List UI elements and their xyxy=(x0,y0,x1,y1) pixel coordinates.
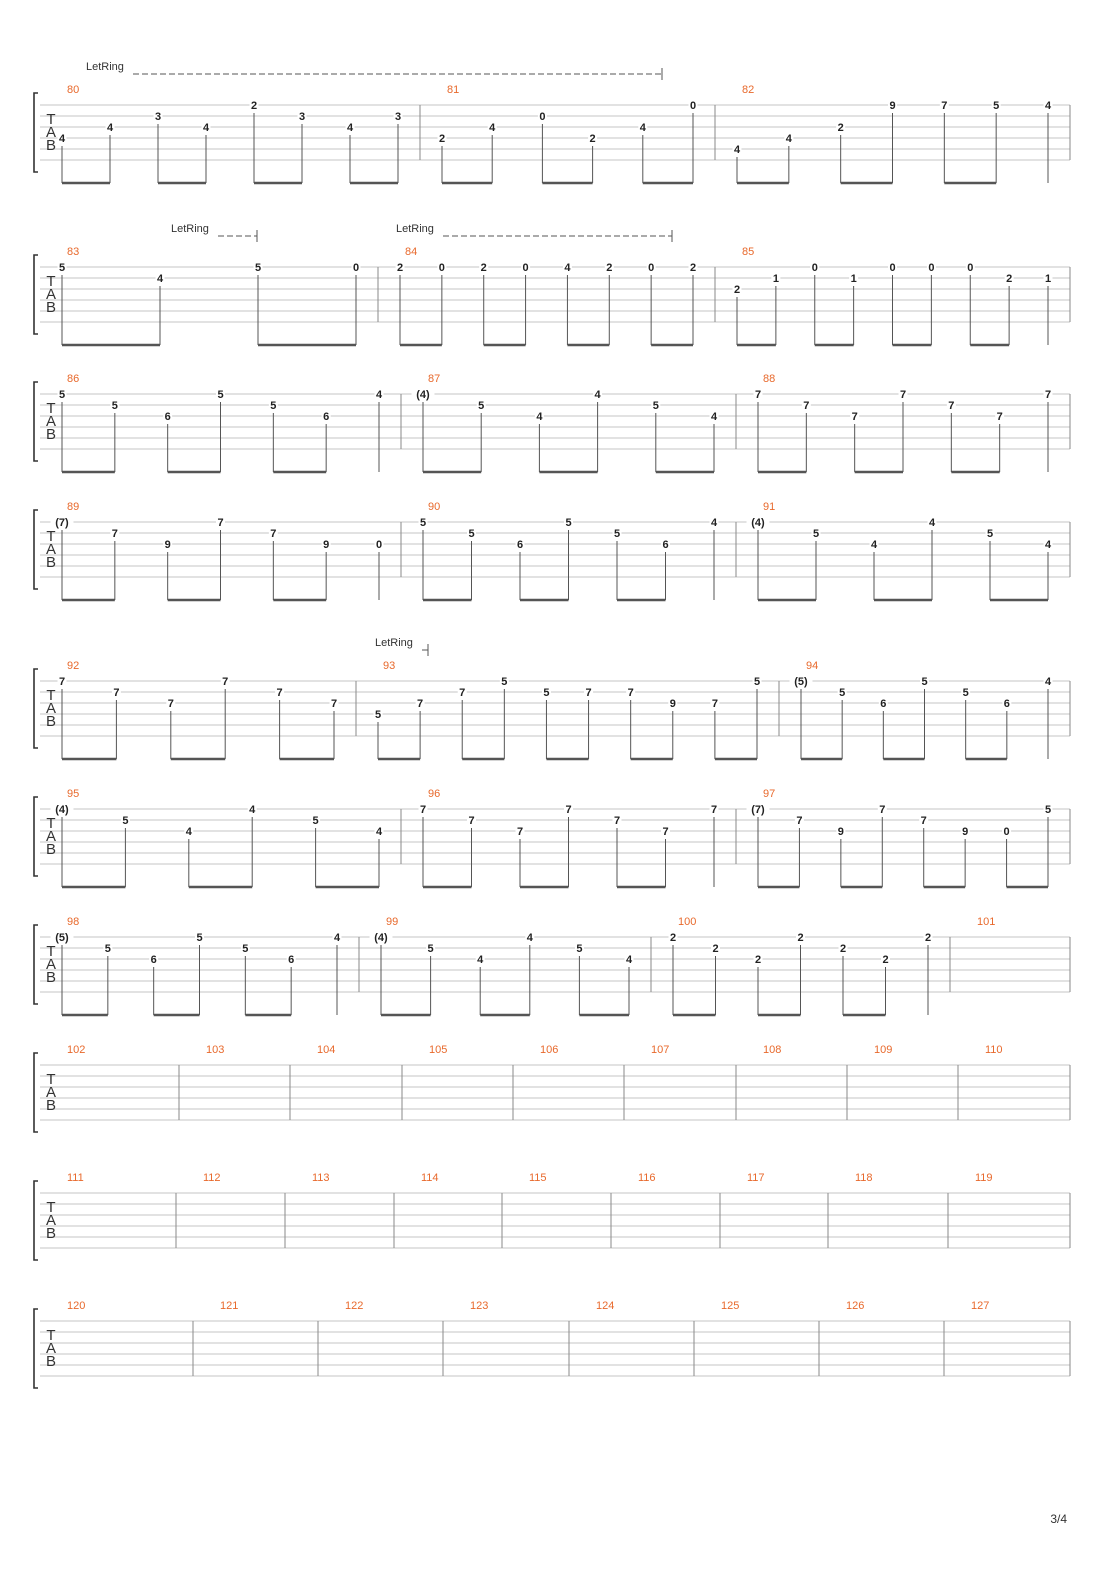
measure-number: 106 xyxy=(540,1044,559,1056)
page-number: 3/4 xyxy=(1050,1512,1067,1526)
fret-number: 9 xyxy=(962,826,969,838)
fret-number: 5 xyxy=(839,687,846,699)
fret-number: (5) xyxy=(55,932,69,944)
fret-number: 4 xyxy=(249,804,256,816)
fret-number: 5 xyxy=(652,400,659,412)
fret-number: 0 xyxy=(352,262,360,274)
measure-number: 92 xyxy=(67,660,80,672)
fret-number: 2 xyxy=(839,943,847,955)
measure-number: 84 xyxy=(405,246,418,258)
system-bracket xyxy=(34,1181,38,1260)
measure-number: 82 xyxy=(742,84,755,96)
fret-number: 4 xyxy=(639,122,646,134)
system-bracket xyxy=(34,669,38,748)
fret-number: 5 xyxy=(753,676,761,688)
tab-clef-letter: T xyxy=(46,400,56,417)
let-ring-label: LetRing xyxy=(171,223,209,235)
fret-number: 2 xyxy=(480,262,487,274)
measure-number: 97 xyxy=(763,788,776,800)
fret-number: 7 xyxy=(1044,389,1052,401)
measure-number: 116 xyxy=(638,1172,656,1184)
fret-number: (5) xyxy=(794,676,808,688)
fret-number: 7 xyxy=(459,687,466,699)
tab-clef-letter: B xyxy=(45,713,57,730)
fret-number: 0 xyxy=(375,539,383,551)
measure-number: 127 xyxy=(971,1300,990,1312)
fret-number: 5 xyxy=(565,517,572,529)
measure-number: 83 xyxy=(67,246,80,258)
fret-number: 4 xyxy=(375,389,383,401)
tab-clef-letter: T xyxy=(46,1199,56,1216)
measure-number: 119 xyxy=(975,1172,993,1184)
fret-number: 7 xyxy=(920,815,927,827)
fret-number: 6 xyxy=(323,411,330,423)
measure-number: 96 xyxy=(428,788,441,800)
fret-number: 7 xyxy=(996,411,1003,423)
fret-number: 9 xyxy=(164,539,171,551)
fret-number: 7 xyxy=(711,698,718,710)
fret-number: 3 xyxy=(154,111,162,123)
fret-number: 7 xyxy=(710,804,718,816)
fret-number: 9 xyxy=(837,826,844,838)
fret-number: 5 xyxy=(468,528,475,540)
fret-number: 5 xyxy=(1044,804,1052,816)
fret-number: 5 xyxy=(812,528,820,540)
tab-clef-letter: B xyxy=(45,554,57,571)
fret-number: 2 xyxy=(797,932,804,944)
fret-number: 4 xyxy=(202,122,210,134)
fret-number: 2 xyxy=(754,954,762,966)
fret-number: 7 xyxy=(113,687,120,699)
fret-number: 7 xyxy=(217,517,224,529)
measure-number: 101 xyxy=(977,916,996,928)
tab-clef-letter: A xyxy=(45,413,57,430)
fret-number: 4 xyxy=(870,539,878,551)
tab-clef-letter: A xyxy=(45,1084,57,1101)
measure-number: 95 xyxy=(67,788,80,800)
fret-number: 2 xyxy=(882,954,889,966)
fret-number: 6 xyxy=(150,954,157,966)
fret-number: 5 xyxy=(427,943,434,955)
fret-number: 7 xyxy=(276,687,283,699)
tab-clef-letter: B xyxy=(45,426,57,443)
fret-number: 4 xyxy=(733,144,741,156)
fret-number: 5 xyxy=(111,400,118,412)
fret-number: 4 xyxy=(489,122,496,134)
fret-number: 4 xyxy=(785,133,792,145)
fret-number: 0 xyxy=(928,262,935,274)
fret-number: 0 xyxy=(522,262,529,274)
fret-number: (7) xyxy=(751,804,765,816)
tab-clef-letter: A xyxy=(45,1212,57,1229)
tab-clef-letter: B xyxy=(45,137,57,154)
tab-clef-letter: B xyxy=(45,1225,57,1242)
tab-clef-letter: T xyxy=(46,1071,56,1088)
fret-number: 5 xyxy=(312,815,319,827)
fret-number: 1 xyxy=(850,273,857,285)
fret-number: 5 xyxy=(104,943,111,955)
tab-clef-letter: A xyxy=(45,956,57,973)
measure-number: 123 xyxy=(470,1300,489,1312)
system-bracket xyxy=(34,1309,38,1388)
tab-clef-letter: T xyxy=(46,273,56,290)
fret-number: 4 xyxy=(564,262,571,274)
fret-number: 4 xyxy=(526,932,533,944)
fret-number: 0 xyxy=(1003,826,1010,838)
fret-number: 5 xyxy=(122,815,129,827)
fret-number: 7 xyxy=(111,528,118,540)
tab-clef-letter: B xyxy=(45,1097,57,1114)
fret-number: 5 xyxy=(921,676,928,688)
system-bracket xyxy=(34,93,38,172)
fret-number: 5 xyxy=(419,517,427,529)
measure-number: 102 xyxy=(67,1044,86,1056)
measure-number: 104 xyxy=(317,1044,336,1056)
measure-number: 114 xyxy=(421,1172,439,1184)
system-bracket xyxy=(34,255,38,334)
fret-number: 7 xyxy=(419,804,427,816)
tab-clef-letter: T xyxy=(46,687,56,704)
fret-number: 3 xyxy=(298,111,306,123)
fret-number: 2 xyxy=(669,932,677,944)
fret-number: (4) xyxy=(374,932,388,944)
fret-number: 6 xyxy=(662,539,669,551)
measure-number: 94 xyxy=(806,660,819,672)
measure-number: 122 xyxy=(345,1300,364,1312)
fret-number: 2 xyxy=(689,262,697,274)
system-bracket xyxy=(34,1053,38,1132)
fret-number: 5 xyxy=(254,262,262,274)
fret-number: 7 xyxy=(167,698,174,710)
fret-number: 7 xyxy=(879,804,886,816)
fret-number: (4) xyxy=(751,517,765,529)
tab-clef-letter: A xyxy=(45,828,57,845)
fret-number: 5 xyxy=(986,528,994,540)
fret-number: 5 xyxy=(613,528,621,540)
fret-number: 7 xyxy=(754,389,762,401)
fret-number: 9 xyxy=(323,539,330,551)
fret-number: 5 xyxy=(270,400,277,412)
measure-number: 80 xyxy=(67,84,80,96)
measure-number: 87 xyxy=(428,373,441,385)
fret-number: 0 xyxy=(889,262,896,274)
fret-number: 7 xyxy=(468,815,475,827)
fret-number: 7 xyxy=(796,815,803,827)
fret-number: 7 xyxy=(851,411,858,423)
measure-number: 115 xyxy=(529,1172,547,1184)
tab-clef-letter: T xyxy=(46,1327,56,1344)
measure-number: 89 xyxy=(67,501,80,513)
fret-number: 4 xyxy=(58,133,66,145)
measure-number: 85 xyxy=(742,246,755,258)
measure-number: 86 xyxy=(67,373,80,385)
measure-number: 98 xyxy=(67,916,80,928)
fret-number: 4 xyxy=(156,273,164,285)
fret-number: 2 xyxy=(712,943,719,955)
tab-clef-letter: A xyxy=(45,541,57,558)
fret-number: 2 xyxy=(837,122,844,134)
fret-number: 4 xyxy=(594,389,601,401)
fret-number: 4 xyxy=(625,954,633,966)
system-bracket xyxy=(34,382,38,461)
fret-number: 5 xyxy=(576,943,583,955)
measure-number: 111 xyxy=(67,1172,84,1184)
fret-number: 4 xyxy=(536,411,543,423)
fret-number: 6 xyxy=(164,411,171,423)
measure-number: 112 xyxy=(203,1172,221,1184)
measure-number: 107 xyxy=(651,1044,670,1056)
measure-number: 91 xyxy=(763,501,776,513)
measure-number: 121 xyxy=(220,1300,239,1312)
measure-number: 126 xyxy=(846,1300,865,1312)
fret-number: 5 xyxy=(242,943,249,955)
tab-clef-letter: B xyxy=(45,1353,57,1370)
fret-number: 5 xyxy=(374,709,382,721)
fret-number: 7 xyxy=(330,698,338,710)
fret-number: 4 xyxy=(1044,100,1052,112)
measure-number: 90 xyxy=(428,501,441,513)
fret-number: 4 xyxy=(346,122,354,134)
fret-number: 4 xyxy=(1044,676,1052,688)
fret-number: 9 xyxy=(889,100,896,112)
measure-number: 117 xyxy=(747,1172,765,1184)
fret-number: 0 xyxy=(967,262,974,274)
system-bracket xyxy=(34,510,38,589)
fret-number: 2 xyxy=(589,133,596,145)
fret-number: 0 xyxy=(689,100,697,112)
measure-number: 108 xyxy=(763,1044,782,1056)
tab-clef-letter: T xyxy=(46,815,56,832)
fret-number: 3 xyxy=(394,111,402,123)
measure-number: 125 xyxy=(721,1300,740,1312)
fret-number: 5 xyxy=(58,262,66,274)
fret-number: 2 xyxy=(924,932,932,944)
fret-number: 7 xyxy=(941,100,948,112)
fret-number: 9 xyxy=(669,698,676,710)
tab-clef-letter: T xyxy=(46,943,56,960)
measure-number: 110 xyxy=(985,1044,1003,1056)
let-ring-label: LetRing xyxy=(396,223,434,235)
fret-number: 5 xyxy=(58,389,66,401)
tab-clef-letter: B xyxy=(45,299,57,316)
fret-number: (7) xyxy=(55,517,69,529)
fret-number: 0 xyxy=(438,262,445,274)
measure-number: 109 xyxy=(874,1044,893,1056)
fret-number: 7 xyxy=(899,389,907,401)
fret-number: 5 xyxy=(217,389,224,401)
fret-number: 7 xyxy=(565,804,572,816)
fret-number: 2 xyxy=(438,133,446,145)
fret-number: 7 xyxy=(613,815,621,827)
fret-number: 7 xyxy=(516,826,524,838)
fret-number: 2 xyxy=(1006,273,1013,285)
fret-number: 4 xyxy=(106,122,114,134)
measure-number: 105 xyxy=(429,1044,448,1056)
tab-clef-letter: B xyxy=(45,969,57,986)
fret-number: 0 xyxy=(811,262,818,274)
fret-number: 2 xyxy=(606,262,613,274)
fret-number: 4 xyxy=(710,517,718,529)
fret-number: 4 xyxy=(375,826,383,838)
measure-number: 100 xyxy=(678,916,697,928)
fret-number: 7 xyxy=(270,528,277,540)
fret-number: 7 xyxy=(627,687,634,699)
let-ring-label: LetRing xyxy=(375,637,413,649)
fret-number: 5 xyxy=(962,687,969,699)
measure-number: 93 xyxy=(383,660,396,672)
let-ring-label: LetRing xyxy=(86,61,124,73)
fret-number: 1 xyxy=(1044,273,1052,285)
measure-number: 124 xyxy=(596,1300,615,1312)
fret-number: 7 xyxy=(662,826,669,838)
fret-number: 6 xyxy=(1003,698,1010,710)
fret-number: 6 xyxy=(288,954,295,966)
fret-number: 4 xyxy=(333,932,341,944)
fret-number: 5 xyxy=(196,932,203,944)
system-bracket xyxy=(34,797,38,876)
fret-number: 7 xyxy=(585,687,592,699)
measure-number: 120 xyxy=(67,1300,86,1312)
tab-clef-letter: A xyxy=(45,700,57,717)
fret-number: 4 xyxy=(1044,539,1052,551)
tab-clef-letter: T xyxy=(46,111,56,128)
measure-number: 88 xyxy=(763,373,776,385)
fret-number: 6 xyxy=(516,539,524,551)
fret-number: 1 xyxy=(772,273,779,285)
fret-number: 5 xyxy=(501,676,508,688)
fret-number: 4 xyxy=(185,826,192,838)
measure-number: 99 xyxy=(386,916,399,928)
fret-number: 0 xyxy=(539,111,546,123)
fret-number: (4) xyxy=(55,804,69,816)
tab-clef-letter: B xyxy=(45,841,57,858)
fret-number: 2 xyxy=(396,262,404,274)
fret-number: 4 xyxy=(477,954,484,966)
fret-number: 7 xyxy=(222,676,229,688)
measure-number: 113 xyxy=(312,1172,330,1184)
tab-clef-letter: A xyxy=(45,1340,57,1357)
fret-number: 5 xyxy=(543,687,550,699)
fret-number: 0 xyxy=(648,262,655,274)
fret-number: 5 xyxy=(478,400,485,412)
fret-number: 2 xyxy=(733,284,741,296)
tab-clef-letter: A xyxy=(45,286,57,303)
fret-number: 7 xyxy=(58,676,66,688)
fret-number: 7 xyxy=(803,400,810,412)
tab-clef-letter: T xyxy=(46,528,56,545)
fret-number: (4) xyxy=(416,389,430,401)
measure-number: 103 xyxy=(206,1044,225,1056)
fret-number: 7 xyxy=(948,400,955,412)
measure-number: 118 xyxy=(855,1172,873,1184)
fret-number: 6 xyxy=(880,698,887,710)
fret-number: 5 xyxy=(993,100,1000,112)
fret-number: 2 xyxy=(250,100,258,112)
tab-clef-letter: A xyxy=(45,124,57,141)
system-bracket xyxy=(34,925,38,1004)
fret-number: 4 xyxy=(928,517,936,529)
fret-number: 4 xyxy=(710,411,718,423)
measure-number: 81 xyxy=(447,84,460,96)
fret-number: 7 xyxy=(417,698,424,710)
